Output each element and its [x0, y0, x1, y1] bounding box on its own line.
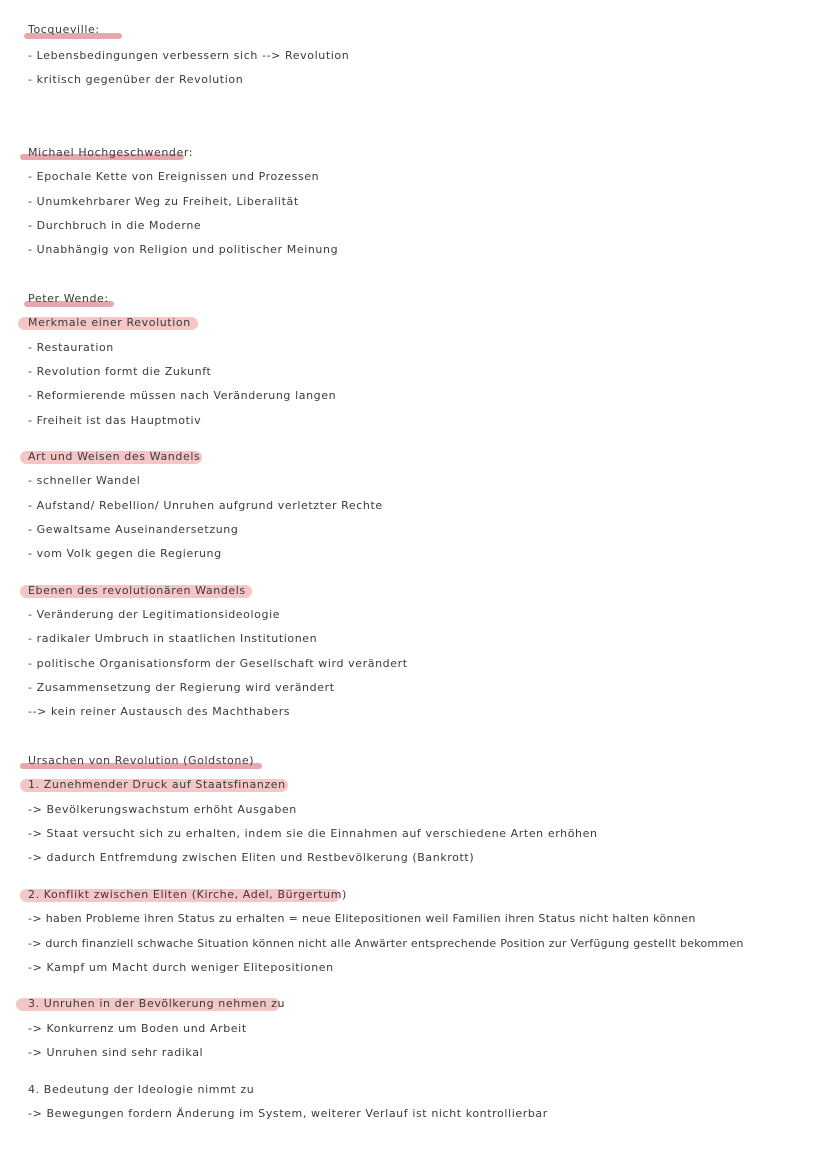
list-item: - Zusammensetzung der Regierung wird verändert: [28, 681, 335, 694]
list-item: - vom Volk gegen die Regierung: [28, 547, 222, 560]
heading-text: Ebenen des revolutionären Wandels: [28, 584, 246, 597]
list-item: - Lebensbedingungen verbessern sich --> Revolution: [28, 49, 350, 62]
heading-text: Art und Weisen des Wandels: [28, 450, 201, 463]
heading-merkmale: [28, 316, 191, 330]
list-item: - Aufstand/ Rebellion/ Unruhen aufgrund verletzter Rechte: [28, 499, 383, 512]
list-item: - Reformierende müssen nach Veränderung langen: [28, 389, 337, 402]
heading-text: Michael Hochgeschwender:: [28, 146, 194, 159]
heading-cause-4: [28, 1083, 254, 1097]
list-item: -> durch finanziell schwache Situation können nicht alle Anwärter entsprechende Position zur Verfügung gestellt bekommen: [28, 937, 744, 950]
heading-tocqueville: [28, 23, 100, 37]
list-item: -> Kampf um Macht durch weniger Elitepositionen: [28, 961, 334, 974]
list-item: - Restauration: [28, 341, 114, 354]
list-item: - schneller Wandel: [28, 474, 141, 487]
list-item: - Unumkehrbarer Weg zu Freiheit, Liberalität: [28, 195, 299, 208]
heading-art: [28, 450, 200, 464]
list-item: - Revolution formt die Zukunft: [28, 365, 212, 378]
list-item: - Durchbruch in die Moderne: [28, 219, 202, 232]
list-item: - kritisch gegenüber der Revolution: [28, 73, 244, 86]
list-item: -> dadurch Entfremdung zwischen Eliten und Restbevölkerung (Bankrott): [28, 851, 475, 864]
heading-cause-1: [28, 778, 286, 792]
list-item: -> haben Probleme ihren Status zu erhalten = neue Elitepositionen weil Familien ihren Status nicht halten können: [28, 912, 696, 925]
list-item: - Unabhängig von Religion und politischer Meinung: [28, 243, 339, 256]
list-item: - Gewaltsame Auseinandersetzung: [28, 523, 239, 536]
heading-text: 3. Unruhen in der Bevölkerung nehmen zu: [28, 997, 286, 1010]
list-item: -> Staat versucht sich zu erhalten, indem sie die Einnahmen auf verschiedene Arten erhöhen: [28, 827, 598, 840]
list-item: - radikaler Umbruch in staatlichen Institutionen: [28, 632, 318, 645]
list-item: -> Bewegungen fordern Änderung im System, weiterer Verlauf ist nicht kontrollierbar: [28, 1107, 548, 1120]
heading-text: 4. Bedeutung der Ideologie nimmt zu: [28, 1083, 255, 1096]
heading-text: 1. Zunehmender Druck auf Staatsfinanzen: [28, 778, 286, 791]
list-item: - Freiheit ist das Hauptmotiv: [28, 414, 202, 427]
list-item: --> kein reiner Austausch des Machthabers: [28, 705, 291, 718]
heading-text: 2. Konflikt zwischen Eliten (Kirche, Adel, Bürgertum): [28, 888, 347, 901]
heading-cause-3: [28, 997, 285, 1011]
heading-ebenen: [28, 584, 246, 598]
heading-text: Peter Wende:: [28, 292, 109, 305]
heading-hochgeschwender: [28, 146, 193, 160]
heading-wende: [28, 292, 109, 306]
heading-text: Merkmale einer Revolution: [28, 316, 191, 329]
list-item: -> Unruhen sind sehr radikal: [28, 1046, 204, 1059]
list-item: - politische Organisationsform der Gesellschaft wird verändert: [28, 657, 408, 670]
list-item: -> Bevölkerungswachstum erhöht Ausgaben: [28, 803, 297, 816]
heading-cause-2: [28, 888, 347, 902]
heading-goldstone: [28, 754, 254, 768]
list-item: - Epochale Kette von Ereignissen und Prozessen: [28, 170, 320, 183]
heading-text: Ursachen von Revolution (Goldstone): [28, 754, 255, 767]
list-item: - Veränderung der Legitimationsideologie: [28, 608, 281, 621]
heading-text: Tocqueville:: [28, 23, 100, 36]
list-item: -> Konkurrenz um Boden und Arbeit: [28, 1022, 247, 1035]
